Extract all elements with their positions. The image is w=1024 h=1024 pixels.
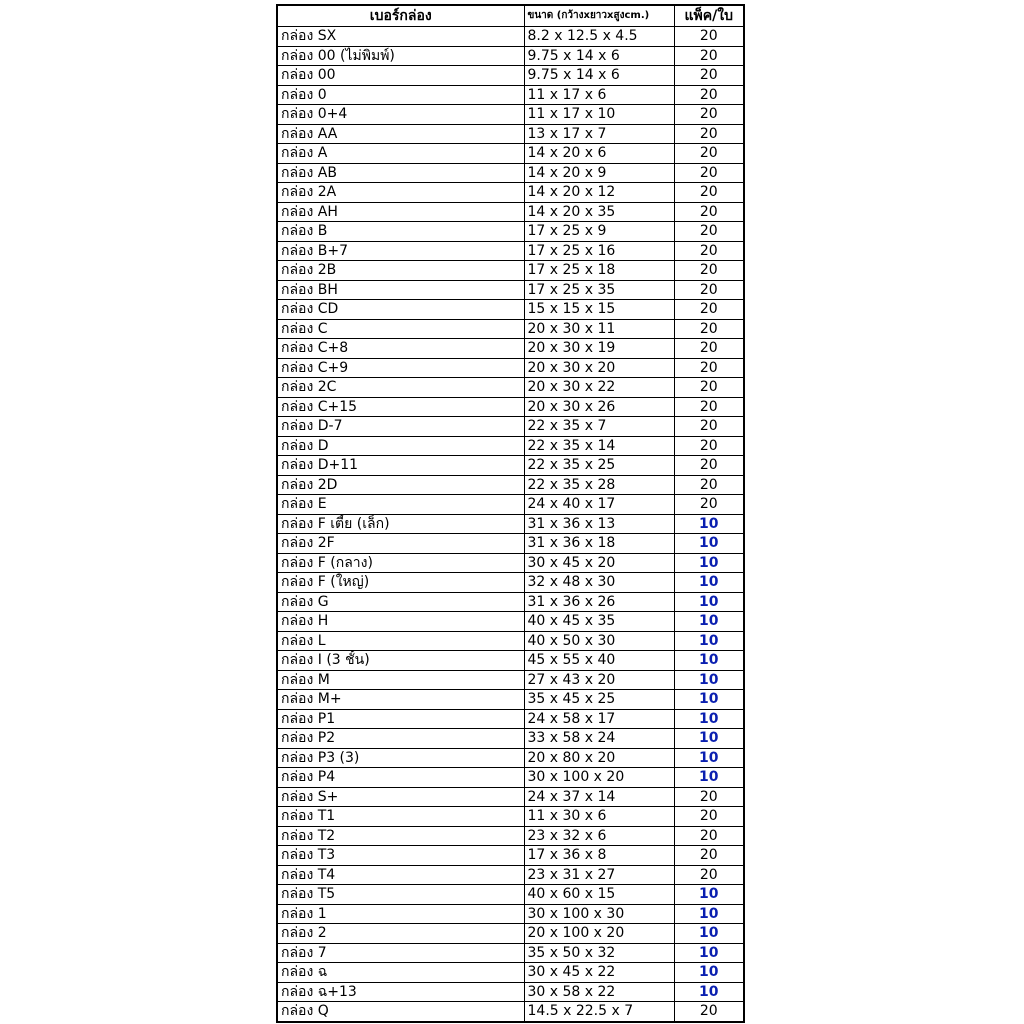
pack-quantity-cell: 20 <box>674 85 744 105</box>
pack-quantity-cell: 10 <box>674 592 744 612</box>
pack-quantity-cell: 10 <box>674 729 744 749</box>
box-dimensions-cell: 30 x 100 x 20 <box>524 768 674 788</box>
header-pack-quantity: แพ็ค/ใบ <box>674 5 744 27</box>
box-dimensions-cell: 40 x 60 x 15 <box>524 885 674 905</box>
box-name-cell: กล่อง B <box>277 222 524 242</box>
pack-quantity-cell: 20 <box>674 183 744 203</box>
table-row <box>277 280 744 300</box>
pack-quantity-cell: 20 <box>674 1002 744 1022</box>
box-dimensions-cell: 22 x 35 x 28 <box>524 475 674 495</box>
pack-quantity-cell: 10 <box>674 631 744 651</box>
box-name-cell: กล่อง D+11 <box>277 456 524 476</box>
pack-quantity-cell: 10 <box>674 768 744 788</box>
box-name-cell: กล่อง T4 <box>277 865 524 885</box>
box-name-cell: กล่อง 1 <box>277 904 524 924</box>
table-row <box>277 241 744 261</box>
box-dimensions-cell: 20 x 30 x 11 <box>524 319 674 339</box>
pack-quantity-cell: 10 <box>674 573 744 593</box>
pack-quantity-cell: 20 <box>674 222 744 242</box>
table-row <box>277 378 744 398</box>
box-dimensions-cell: 35 x 50 x 32 <box>524 943 674 963</box>
box-dimensions-cell: 40 x 45 x 35 <box>524 612 674 632</box>
pack-quantity-cell: 20 <box>674 846 744 866</box>
box-dimensions-cell: 20 x 30 x 19 <box>524 339 674 359</box>
pack-quantity-cell: 20 <box>674 436 744 456</box>
box-name-cell: กล่อง D <box>277 436 524 456</box>
box-dimensions-cell: 24 x 37 x 14 <box>524 787 674 807</box>
box-dimensions-cell: 13 x 17 x 7 <box>524 124 674 144</box>
box-name-cell: กล่อง F เตี้ย (เล็ก) <box>277 514 524 534</box>
box-dimensions-cell: 11 x 17 x 10 <box>524 105 674 125</box>
box-name-cell: กล่อง 2F <box>277 534 524 554</box>
table-row <box>277 27 744 47</box>
box-dimensions-cell: 23 x 31 x 27 <box>524 865 674 885</box>
box-name-cell: กล่อง SX <box>277 27 524 47</box>
pack-quantity-cell: 20 <box>674 358 744 378</box>
table-row <box>277 826 744 846</box>
box-name-cell: กล่อง 0 <box>277 85 524 105</box>
pack-quantity-cell: 10 <box>674 748 744 768</box>
box-name-cell: กล่อง 00 <box>277 66 524 86</box>
table-row <box>277 46 744 66</box>
table-row <box>277 183 744 203</box>
box-name-cell: กล่อง P2 <box>277 729 524 749</box>
box-dimensions-cell: 23 x 32 x 6 <box>524 826 674 846</box>
pack-quantity-cell: 20 <box>674 319 744 339</box>
table-row <box>277 631 744 651</box>
table-row <box>277 319 744 339</box>
pack-quantity-cell: 20 <box>674 280 744 300</box>
pack-quantity-cell: 20 <box>674 124 744 144</box>
pack-quantity-cell: 10 <box>674 924 744 944</box>
box-name-cell: กล่อง G <box>277 592 524 612</box>
box-dimensions-cell: 40 x 50 x 30 <box>524 631 674 651</box>
box-dimensions-cell: 32 x 48 x 30 <box>524 573 674 593</box>
box-dimensions-cell: 9.75 x 14 x 6 <box>524 46 674 66</box>
table-row <box>277 690 744 710</box>
box-dimensions-cell: 17 x 25 x 9 <box>524 222 674 242</box>
box-name-cell: กล่อง C+15 <box>277 397 524 417</box>
box-dimensions-cell: 35 x 45 x 25 <box>524 690 674 710</box>
box-name-cell: กล่อง A <box>277 144 524 164</box>
box-name-cell: กล่อง D-7 <box>277 417 524 437</box>
table-row <box>277 105 744 125</box>
box-dimensions-cell: 30 x 100 x 30 <box>524 904 674 924</box>
box-name-cell: กล่อง L <box>277 631 524 651</box>
box-dimensions-cell: 17 x 25 x 18 <box>524 261 674 281</box>
pack-quantity-cell: 10 <box>674 904 744 924</box>
box-dimensions-cell: 30 x 45 x 20 <box>524 553 674 573</box>
box-name-cell: กล่อง ฉ <box>277 963 524 983</box>
pack-quantity-cell: 10 <box>674 982 744 1002</box>
table-row <box>277 495 744 515</box>
box-name-cell: กล่อง 2D <box>277 475 524 495</box>
pack-quantity-cell: 10 <box>674 963 744 983</box>
pack-quantity-cell: 20 <box>674 66 744 86</box>
box-name-cell: กล่อง T2 <box>277 826 524 846</box>
pack-quantity-cell: 20 <box>674 865 744 885</box>
box-dimensions-cell: 33 x 58 x 24 <box>524 729 674 749</box>
pack-quantity-cell: 20 <box>674 27 744 47</box>
box-dimensions-cell: 24 x 58 x 17 <box>524 709 674 729</box>
box-name-cell: กล่อง M+ <box>277 690 524 710</box>
table-row <box>277 222 744 242</box>
box-dimensions-cell: 14 x 20 x 9 <box>524 163 674 183</box>
box-name-cell: กล่อง P3 (3) <box>277 748 524 768</box>
box-name-cell: กล่อง AA <box>277 124 524 144</box>
box-dimensions-cell: 14.5 x 22.5 x 7 <box>524 1002 674 1022</box>
pack-quantity-cell: 20 <box>674 339 744 359</box>
table-row <box>277 397 744 417</box>
table-row <box>277 729 744 749</box>
box-dimensions-cell: 15 x 15 x 15 <box>524 300 674 320</box>
pack-quantity-cell: 10 <box>674 553 744 573</box>
box-dimensions-cell: 11 x 17 x 6 <box>524 85 674 105</box>
box-dimensions-cell: 8.2 x 12.5 x 4.5 <box>524 27 674 47</box>
table-row <box>277 261 744 281</box>
table-row <box>277 924 744 944</box>
table-row <box>277 573 744 593</box>
box-name-cell: กล่อง CD <box>277 300 524 320</box>
table-row <box>277 768 744 788</box>
pack-quantity-cell: 20 <box>674 826 744 846</box>
box-name-cell: กล่อง 2B <box>277 261 524 281</box>
table-row <box>277 592 744 612</box>
table-row <box>277 144 744 164</box>
table-row <box>277 124 744 144</box>
box-dimensions-cell: 20 x 80 x 20 <box>524 748 674 768</box>
box-dimensions-cell: 22 x 35 x 14 <box>524 436 674 456</box>
table-row <box>277 358 744 378</box>
box-name-cell: กล่อง ฉ+13 <box>277 982 524 1002</box>
box-name-cell: กล่อง T5 <box>277 885 524 905</box>
box-dimensions-cell: 31 x 36 x 18 <box>524 534 674 554</box>
box-size-table <box>276 4 745 1023</box>
table-row <box>277 1002 744 1022</box>
pack-quantity-cell: 10 <box>674 534 744 554</box>
box-dimensions-cell: 14 x 20 x 6 <box>524 144 674 164</box>
box-dimensions-cell: 31 x 36 x 26 <box>524 592 674 612</box>
pack-quantity-cell: 20 <box>674 787 744 807</box>
table-row <box>277 846 744 866</box>
pack-quantity-cell: 20 <box>674 807 744 827</box>
pack-quantity-cell: 10 <box>674 670 744 690</box>
box-dimensions-cell: 20 x 30 x 20 <box>524 358 674 378</box>
box-dimensions-cell: 17 x 25 x 16 <box>524 241 674 261</box>
box-name-cell: กล่อง Q <box>277 1002 524 1022</box>
pack-quantity-cell: 20 <box>674 144 744 164</box>
box-name-cell: กล่อง 2C <box>277 378 524 398</box>
table-row <box>277 417 744 437</box>
pack-quantity-cell: 20 <box>674 261 744 281</box>
pack-quantity-cell: 20 <box>674 475 744 495</box>
box-name-cell: กล่อง F (ใหญ่) <box>277 573 524 593</box>
box-name-cell: กล่อง T1 <box>277 807 524 827</box>
box-name-cell: กล่อง T3 <box>277 846 524 866</box>
box-dimensions-cell: 22 x 35 x 7 <box>524 417 674 437</box>
box-dimensions-cell: 14 x 20 x 12 <box>524 183 674 203</box>
box-name-cell: กล่อง 7 <box>277 943 524 963</box>
pack-quantity-cell: 20 <box>674 495 744 515</box>
table-row <box>277 66 744 86</box>
box-name-cell: กล่อง P4 <box>277 768 524 788</box>
table-row <box>277 300 744 320</box>
pack-quantity-cell: 20 <box>674 105 744 125</box>
box-name-cell: กล่อง E <box>277 495 524 515</box>
box-dimensions-cell: 20 x 30 x 26 <box>524 397 674 417</box>
box-name-cell: กล่อง 2 <box>277 924 524 944</box>
pack-quantity-cell: 20 <box>674 46 744 66</box>
pack-quantity-cell: 10 <box>674 651 744 671</box>
box-name-cell: กล่อง H <box>277 612 524 632</box>
pack-quantity-cell: 20 <box>674 163 744 183</box>
box-dimensions-cell: 17 x 25 x 35 <box>524 280 674 300</box>
box-name-cell: กล่อง AH <box>277 202 524 222</box>
table-row <box>277 202 744 222</box>
table-row <box>277 885 744 905</box>
box-name-cell: กล่อง C+9 <box>277 358 524 378</box>
pack-quantity-cell: 10 <box>674 885 744 905</box>
box-name-cell: กล่อง C+8 <box>277 339 524 359</box>
box-dimensions-cell: 17 x 36 x 8 <box>524 846 674 866</box>
pack-quantity-cell: 10 <box>674 690 744 710</box>
header-dimensions: ขนาด (กว้างxยาวxสูงcm.) <box>524 5 674 27</box>
box-dimensions-cell: 11 x 30 x 6 <box>524 807 674 827</box>
box-name-cell: กล่อง C <box>277 319 524 339</box>
box-dimensions-cell: 22 x 35 x 25 <box>524 456 674 476</box>
box-dimensions-cell: 24 x 40 x 17 <box>524 495 674 515</box>
box-dimensions-cell: 30 x 58 x 22 <box>524 982 674 1002</box>
table-row <box>277 436 744 456</box>
pack-quantity-cell: 10 <box>674 612 744 632</box>
table-row <box>277 339 744 359</box>
box-dimensions-cell: 45 x 55 x 40 <box>524 651 674 671</box>
box-name-cell: กล่อง AB <box>277 163 524 183</box>
box-dimensions-cell: 27 x 43 x 20 <box>524 670 674 690</box>
box-name-cell: กล่อง 0+4 <box>277 105 524 125</box>
table-row <box>277 748 744 768</box>
box-dimensions-cell: 14 x 20 x 35 <box>524 202 674 222</box>
box-name-cell: กล่อง P1 <box>277 709 524 729</box>
table-header-row <box>277 5 744 27</box>
pack-quantity-cell: 20 <box>674 456 744 476</box>
table-row <box>277 943 744 963</box>
box-name-cell: กล่อง S+ <box>277 787 524 807</box>
pack-quantity-cell: 20 <box>674 202 744 222</box>
table-row <box>277 963 744 983</box>
box-dimensions-cell: 30 x 45 x 22 <box>524 963 674 983</box>
header-box-number: เบอร์กล่อง <box>277 5 524 27</box>
table-row <box>277 612 744 632</box>
box-name-cell: กล่อง M <box>277 670 524 690</box>
table-row <box>277 85 744 105</box>
table-row <box>277 982 744 1002</box>
table-row <box>277 475 744 495</box>
pack-quantity-cell: 20 <box>674 378 744 398</box>
table-row <box>277 651 744 671</box>
table-row <box>277 787 744 807</box>
table-row <box>277 865 744 885</box>
table-row <box>277 163 744 183</box>
pack-quantity-cell: 10 <box>674 514 744 534</box>
pack-quantity-cell: 20 <box>674 397 744 417</box>
table-row <box>277 709 744 729</box>
pack-quantity-cell: 10 <box>674 943 744 963</box>
box-name-cell: กล่อง B+7 <box>277 241 524 261</box>
table-row <box>277 553 744 573</box>
pack-quantity-cell: 20 <box>674 241 744 261</box>
table-row <box>277 456 744 476</box>
box-dimensions-cell: 9.75 x 14 x 6 <box>524 66 674 86</box>
table-row <box>277 670 744 690</box>
box-name-cell: กล่อง F (กลาง) <box>277 553 524 573</box>
pack-quantity-cell: 20 <box>674 300 744 320</box>
box-name-cell: กล่อง 2A <box>277 183 524 203</box>
box-name-cell: กล่อง 00 (ไม่พิมพ์) <box>277 46 524 66</box>
box-name-cell: กล่อง BH <box>277 280 524 300</box>
box-dimensions-cell: 20 x 30 x 22 <box>524 378 674 398</box>
table-row <box>277 514 744 534</box>
table-row <box>277 807 744 827</box>
box-name-cell: กล่อง I (3 ชั้น) <box>277 651 524 671</box>
table-row <box>277 904 744 924</box>
pack-quantity-cell: 10 <box>674 709 744 729</box>
box-dimensions-cell: 31 x 36 x 13 <box>524 514 674 534</box>
table-body <box>277 27 744 1022</box>
box-dimensions-cell: 20 x 100 x 20 <box>524 924 674 944</box>
pack-quantity-cell: 20 <box>674 417 744 437</box>
table-row <box>277 534 744 554</box>
